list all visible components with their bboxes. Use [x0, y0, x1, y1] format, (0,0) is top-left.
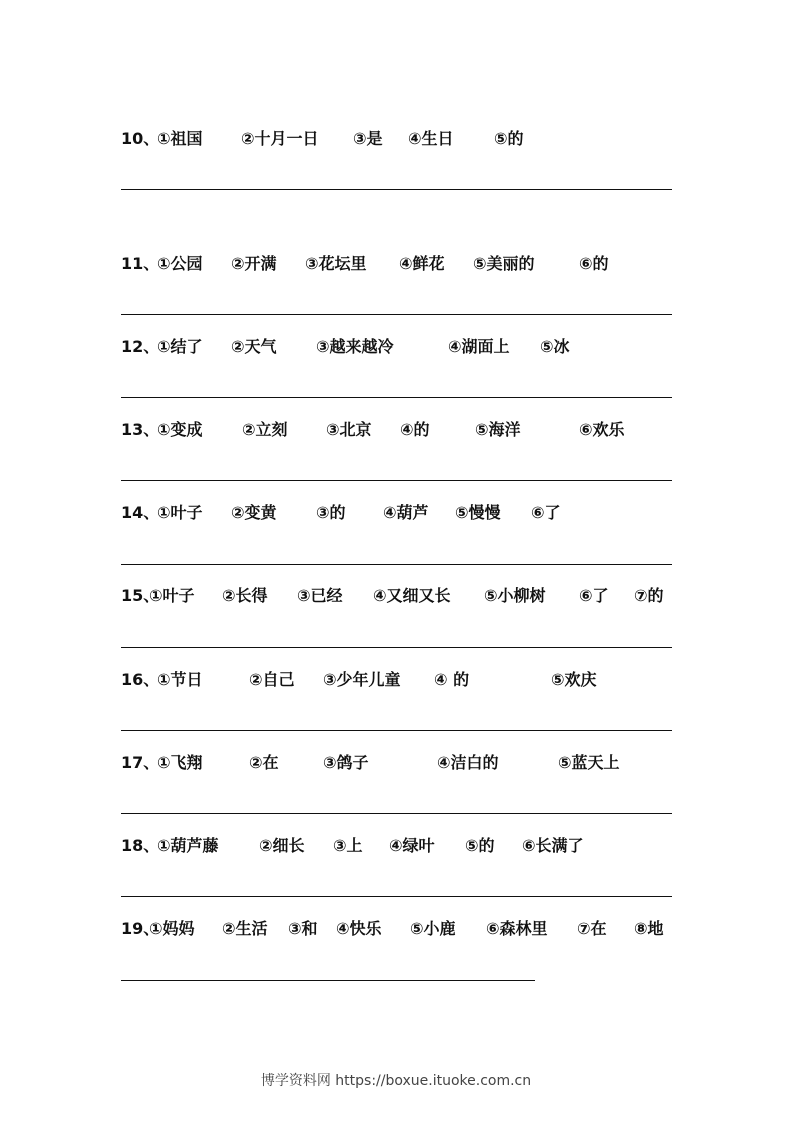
word-option: ⑧地: [634, 919, 664, 938]
word-option: ②天气: [231, 337, 277, 356]
word-option: ⑤美丽的: [473, 254, 535, 273]
word-option: ⑥长满了: [522, 836, 584, 855]
word-option: ③少年儿童: [323, 670, 401, 689]
word-option: ①葫芦藤: [157, 836, 219, 855]
word-option: ④湖面上: [448, 337, 510, 356]
word-option: ③和: [288, 919, 318, 938]
question-14: [121, 503, 561, 523]
answer-line[interactable]: [121, 314, 672, 315]
word-option: ①节日: [157, 670, 203, 689]
word-option: ⑤小鹿: [410, 919, 456, 938]
word-option: ⑦在: [577, 919, 607, 938]
word-option: ⑤慢慢: [455, 503, 501, 522]
answer-line[interactable]: [121, 980, 535, 981]
answer-line[interactable]: [121, 480, 672, 481]
question-19: [121, 919, 664, 939]
word-option: ③鸽子: [323, 753, 369, 772]
question-11: [121, 254, 609, 274]
word-option: ⑤的: [465, 836, 495, 855]
word-option: ②变黄: [231, 503, 277, 522]
word-option: ②生活: [222, 919, 268, 938]
word-option: ⑥的: [579, 254, 609, 273]
word-option: ⑥了: [531, 503, 561, 522]
answer-line[interactable]: [121, 813, 672, 814]
question-number: 19、: [121, 919, 160, 938]
word-option: ①叶子: [149, 586, 195, 605]
word-option: ⑤的: [494, 129, 524, 148]
question-10: [121, 129, 524, 149]
question-13: [121, 420, 625, 440]
word-option: ③越来越冷: [316, 337, 394, 356]
word-option: ⑤欢庆: [551, 670, 597, 689]
answer-line[interactable]: [121, 896, 672, 897]
answer-line[interactable]: [121, 730, 672, 731]
word-option: ①飞翔: [157, 753, 203, 772]
footer-watermark: 博学资料网 https://boxue.ituoke.com.cn: [260, 1073, 532, 1089]
word-option: ②细长: [259, 836, 305, 855]
word-option: ⑤蓝天上: [558, 753, 620, 772]
question-number: 17、: [121, 753, 160, 772]
word-option: ①妈妈: [149, 919, 195, 938]
question-number: 12、: [121, 337, 160, 356]
word-option: ④生日: [408, 129, 454, 148]
word-option: ④又细又长: [373, 586, 451, 605]
word-option: ①变成: [157, 420, 203, 439]
answer-line[interactable]: [121, 397, 672, 398]
word-option: ③花坛里: [305, 254, 367, 273]
word-option: ①公园: [157, 254, 203, 273]
word-option: ⑥欢乐: [579, 420, 625, 439]
answer-line[interactable]: [121, 189, 672, 190]
word-option: ③北京: [326, 420, 372, 439]
question-number: 15、: [121, 586, 160, 605]
word-option: ③上: [333, 836, 363, 855]
word-option: ⑥森林里: [486, 919, 548, 938]
word-option: ③的: [316, 503, 346, 522]
word-option: ①祖国: [157, 129, 203, 148]
word-option: ③是: [353, 129, 383, 148]
word-option: ④绿叶: [389, 836, 435, 855]
word-option: ④鲜花: [399, 254, 445, 273]
question-number: 11、: [121, 254, 160, 273]
word-option: ⑤冰: [540, 337, 570, 356]
answer-line[interactable]: [121, 647, 672, 648]
word-option: ⑦的: [634, 586, 664, 605]
question-number: 18、: [121, 836, 160, 855]
word-option: ④快乐: [336, 919, 382, 938]
question-number: 16、: [121, 670, 160, 689]
answer-line[interactable]: [121, 564, 672, 565]
word-option: ①结了: [157, 337, 203, 356]
word-option: ②在: [249, 753, 279, 772]
question-12: [121, 337, 570, 357]
question-number: 10、: [121, 129, 160, 148]
word-option: ①叶子: [157, 503, 203, 522]
word-option: ②自己: [249, 670, 295, 689]
word-option: ⑤海洋: [475, 420, 521, 439]
word-option: ⑤小柳树: [484, 586, 546, 605]
word-option: ④ 的: [434, 670, 470, 689]
word-option: ②十月一日: [241, 129, 319, 148]
word-option: ②开满: [231, 254, 277, 273]
word-option: ④葫芦: [383, 503, 429, 522]
question-16: [121, 670, 597, 690]
question-number: 13、: [121, 420, 160, 439]
word-option: ②长得: [222, 586, 268, 605]
word-option: ③已经: [297, 586, 343, 605]
question-number: 14、: [121, 503, 160, 522]
word-option: ④的: [400, 420, 430, 439]
word-option: ④洁白的: [437, 753, 499, 772]
word-option: ②立刻: [242, 420, 288, 439]
question-18: [121, 836, 584, 856]
question-15: [121, 586, 664, 606]
question-17: [121, 753, 620, 773]
word-option: ⑥了: [579, 586, 609, 605]
